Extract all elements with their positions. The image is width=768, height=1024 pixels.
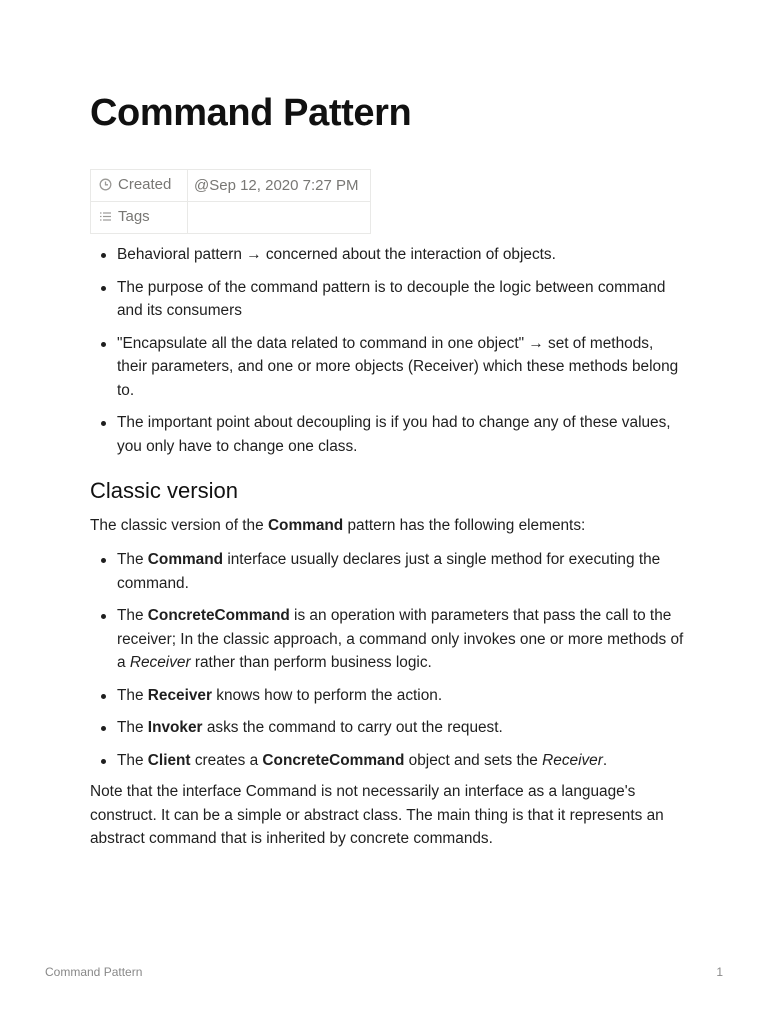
classic-bullet-list bbox=[90, 548, 685, 772]
list-item: The ConcreteCommand is an operation with parameters that pass the call to the receiver; In the classic approach, a command only invokes one or more methods of a Receiver rather than perform business logic. bbox=[90, 604, 685, 675]
section-heading: Classic version bbox=[90, 478, 238, 503]
list-item: The purpose of the command pattern is to decouple the logic between command and its consumers bbox=[90, 276, 685, 323]
property-key-cell bbox=[91, 170, 188, 202]
clock-icon bbox=[99, 178, 112, 195]
property-value[interactable]: @Sep 12, 2020 7:27 PM bbox=[188, 170, 371, 202]
list-item: The Client creates a ConcreteCommand object and sets the Receiver. bbox=[90, 749, 685, 773]
paragraph: The classic version of the Command pattern has the following elements: bbox=[90, 517, 586, 534]
page-number: 1 bbox=[716, 965, 723, 979]
list-item: The Command interface usually declares just a single method for executing the command. bbox=[90, 548, 685, 595]
property-key-cell bbox=[91, 202, 188, 234]
properties-table bbox=[90, 169, 371, 234]
list-item: Behavioral pattern → concerned about the interaction of objects. bbox=[90, 243, 685, 267]
list-item: The Receiver knows how to perform the action. bbox=[90, 684, 685, 708]
property-value[interactable] bbox=[188, 202, 371, 234]
page-title: Command Pattern bbox=[90, 92, 412, 134]
note-paragraph: Note that the interface Command is not necessarily an interface as a language's construct. It can be a simple or abstract class. The main thing is that it represents an abstract command that is inherited by concrete commands. bbox=[90, 783, 664, 847]
footer-title: Command Pattern bbox=[45, 965, 143, 979]
intro-bullet-list bbox=[90, 243, 685, 458]
property-row-created bbox=[91, 170, 371, 202]
list-icon bbox=[99, 210, 112, 227]
list-item: "Encapsulate all the data related to command in one object" → set of methods, their parameters, and one or more objects (Receiver) which these methods belong to. bbox=[90, 332, 685, 403]
property-row-tags bbox=[91, 202, 371, 234]
list-item: The important point about decoupling is if you had to change any of these values, you only have to change one class. bbox=[90, 411, 685, 458]
list-item: The Invoker asks the command to carry out the request. bbox=[90, 716, 685, 740]
property-key: Created bbox=[118, 176, 172, 193]
property-key: Tags bbox=[118, 208, 150, 225]
